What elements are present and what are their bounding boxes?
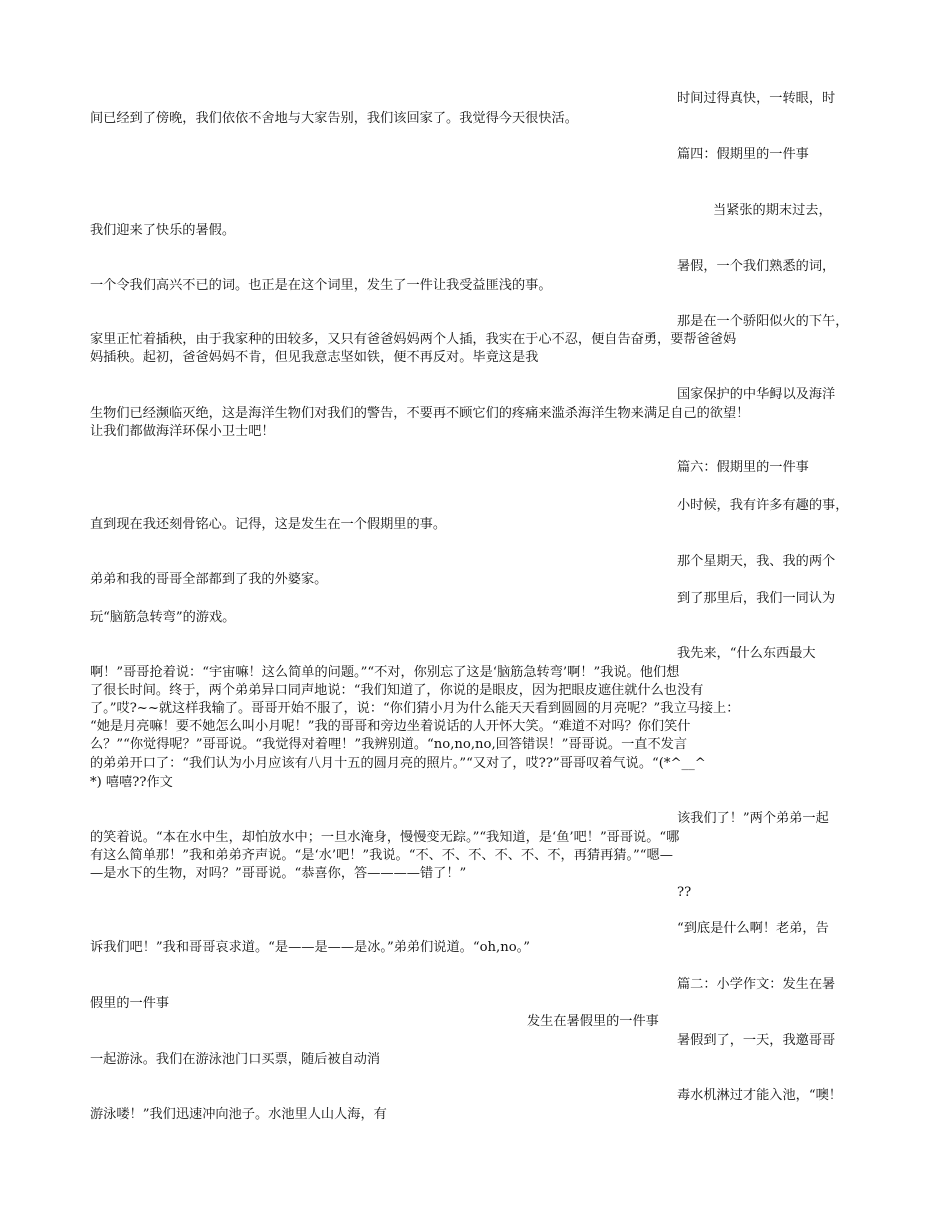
text-line: 妈插秧。起初，爸爸妈妈不肯，但见我意志坚如铁，便不再反对。毕竟这是我 xyxy=(90,350,539,365)
text-line: 当紧张的期末过去， xyxy=(713,203,832,218)
text-line: 那个星期天，我、我的两个 xyxy=(677,554,836,569)
text-line: 有这么简单那！”我和弟弟齐声说。“是‘水’吧！”我说。“不、不、不、不、不、不，再猜再猜。”“嗯— xyxy=(90,848,673,863)
section-heading: 篇二：小学作文：发生在暑 xyxy=(677,977,836,992)
section-heading: 篇六：假期里的一件事 xyxy=(677,460,809,475)
text-line: *) 嘻嘻??作文 xyxy=(90,775,173,790)
section-heading: 篇四：假期里的一件事 xyxy=(677,147,809,162)
text-line: 那是在一个骄阳似火的下午， xyxy=(677,314,849,329)
text-line: 了很长时间。终于，两个弟弟异口同声地说：“我们知道了，你说的是眼皮，因为把眼皮遮住就什么也没有 xyxy=(90,683,704,698)
text-line: 了。”哎?~~就这样我输了。哥哥开始不服了，说：“你们猜小月为什么能天天看到圆圆的月亮呢？”我立马接上： xyxy=(90,701,740,716)
text-line: “到底是什么啊！老弟，告 xyxy=(677,921,829,936)
text-line: 我先来，“什么东西最大 xyxy=(677,646,816,661)
text-line: 暑假到了，一天，我邀哥哥 xyxy=(677,1033,836,1048)
text-line: 生物们已经濒临灭绝，这是海洋生物们对我们的警告，不要再不顾它们的疼痛来滥杀海洋生物来满足自己的欲望！ xyxy=(90,406,750,421)
text-line: 间已经到了傍晚，我们依依不舍地与大家告别，我们该回家了。我觉得今天很快活。 xyxy=(90,111,578,126)
text-line: 该我们了！”两个弟弟一起 xyxy=(677,811,829,826)
text-line: 么？”“你觉得呢？”哥哥说。“我觉得对着哩！”我辨别道。“no,no,no,回答错误！”哥哥说。一直不发言 xyxy=(90,737,688,752)
article-title: 发生在暑假里的一件事 xyxy=(527,1014,659,1029)
text-line: 直到现在我还刻骨铭心。记得，这是发生在一个假期里的事。 xyxy=(90,517,447,532)
text-line: 的笑着说。“本在水中生，却怕放水中；一旦水淹身，慢慢变无踪。”“我知道，是‘鱼’吧！”哥哥说。“哪 xyxy=(90,830,680,845)
text-line: 国家保护的中华鲟以及海洋 xyxy=(677,387,836,402)
text-line: 玩“脑筋急转弯”的游戏。 xyxy=(90,610,236,625)
text-line: 毒水机淋过才能入池，“噢！ xyxy=(677,1088,842,1103)
text-line: ?? xyxy=(677,885,692,900)
text-line: 家里正忙着插秧，由于我家种的田较多，又只有爸爸妈妈两个人插，我实在于心不忍，便自告奋勇，要帮爸爸妈 xyxy=(90,332,737,347)
text-line: 弟弟和我的哥哥全部都到了我的外婆家。 xyxy=(90,572,328,587)
text-line: 让我们都做海洋环保小卫士吧！ xyxy=(90,424,275,439)
text-line: 诉我们吧！”我和哥哥哀求道。“是——是——是冰。”弟弟们说道。“oh,no。” xyxy=(90,940,531,955)
text-line: 啊！”哥哥抢着说：“宇宙嘛！这么简单的问题。”“不对，你别忘了这是‘脑筋急转弯’啊！”我说。他们想 xyxy=(90,665,680,680)
text-line: —是水下的生物，对吗？”哥哥说。“恭喜你，答————错了！” xyxy=(90,866,467,881)
text-line: 一起游泳。我们在游泳池门口买票，随后被自动消 xyxy=(90,1052,381,1067)
text-line: 的弟弟开口了：“我们认为小月应该有八月十五的圆月亮的照片。”“又对了，哎??”哥哥叹着气说。“(*^__^ xyxy=(90,756,706,771)
text-line: 一个令我们高兴不已的词。也正是在这个词里，发生了一件让我受益匪浅的事。 xyxy=(90,278,552,293)
section-heading: 假里的一件事 xyxy=(90,996,170,1011)
text-line: 到了那里后，我们一同认为 xyxy=(677,591,836,606)
text-line: 我们迎来了快乐的暑假。 xyxy=(90,223,236,238)
text-line: 游泳喽！”我们迅速冲向池子。水池里人山人海，有 xyxy=(90,1107,387,1122)
text-line: 小时候，我有许多有趣的事， xyxy=(677,498,849,513)
text-line: 暑假，一个我们熟悉的词， xyxy=(677,259,836,274)
text-line: 时间过得真快，一转眼，时 xyxy=(677,91,836,106)
text-line: “她是月亮嘛！要不她怎么叫小月呢！”我的哥哥和旁边坐着说话的人开怀大笑。“难道不对吗？你们笑什 xyxy=(90,719,691,734)
